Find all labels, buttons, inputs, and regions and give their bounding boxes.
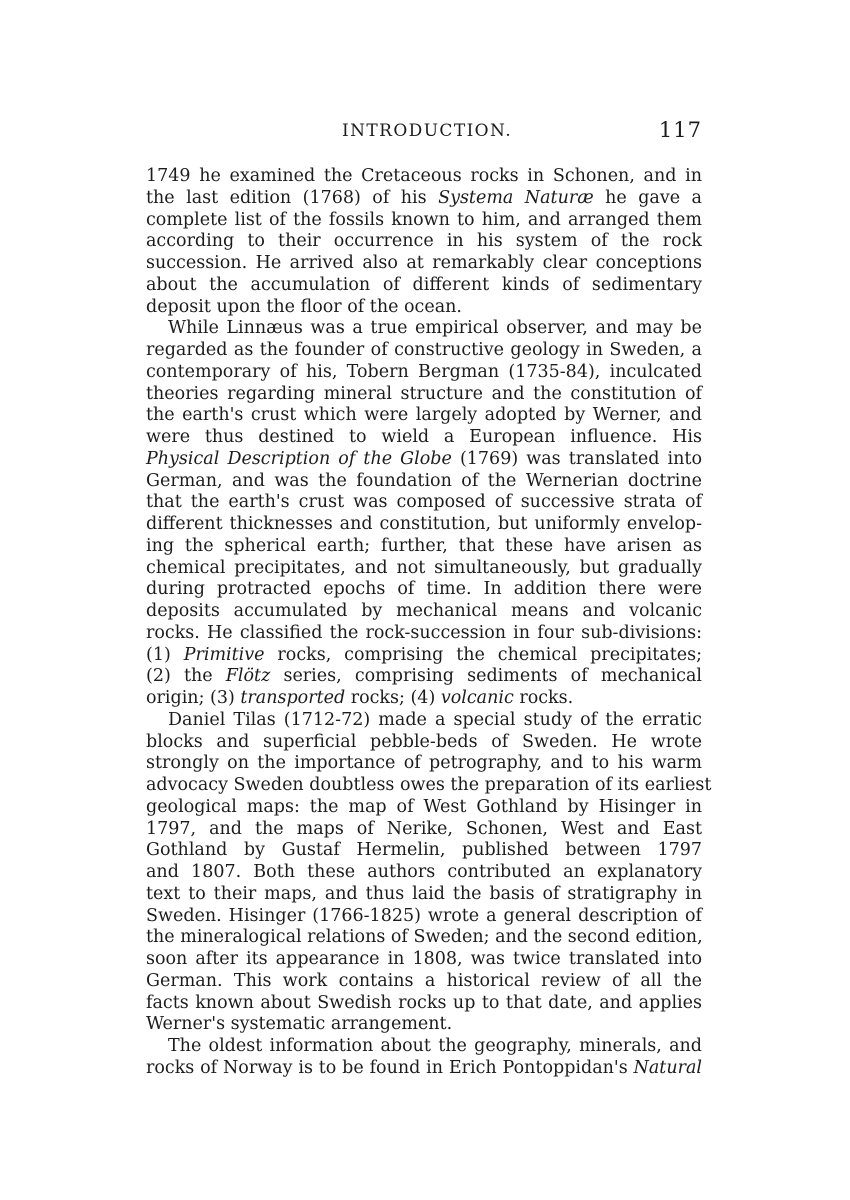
text-line: the earth's crust which were largely adopted by Werner, and	[146, 405, 702, 426]
text-line: strongly on the importance of petrography, and to his warm	[146, 753, 702, 774]
text-run: rocks, comprising the chemical precipitates;	[264, 644, 702, 665]
text-line: deposit upon the floor of the ocean.	[146, 296, 462, 317]
text-line: The oldest information about the geography, minerals, and	[168, 1036, 702, 1056]
text-line: the mineralogical relations of Sweden; and the second edition,	[146, 927, 703, 948]
paragraph	[146, 166, 702, 318]
text-line: according to their occurrence in his system of the rock	[146, 231, 702, 252]
text-line: geological maps: the map of West Gothland by Hisinger in	[146, 796, 702, 817]
text-line	[146, 188, 702, 210]
paragraph	[146, 709, 712, 1036]
text-line: facts known about Swedish rocks up to that date, and applies	[146, 992, 702, 1013]
italic-term: Primitive	[183, 644, 265, 665]
text-line: Daniel Tilas (1712-72) made a special study of the erratic	[168, 709, 702, 730]
text-line	[146, 1058, 702, 1080]
text-line: blocks and superficial pebble-beds of Sweden. He wrote	[146, 731, 702, 752]
text-line: theories regarding mineral structure and the constitution of	[146, 383, 702, 404]
paragraph	[146, 318, 702, 710]
page-number: 117	[658, 118, 702, 142]
text-line: during protracted epochs of time. In addition there were	[146, 579, 702, 600]
text-run: (1769) was translated into	[451, 448, 702, 469]
text-line: and 1807. Both these authors contributed an explanatory	[146, 862, 702, 882]
text-run: rocks.	[513, 688, 574, 708]
running-head	[146, 118, 702, 145]
text-run: origin; (3)	[146, 688, 241, 708]
text-run: rocks of Norway is to be found in Erich Pontoppidan's	[146, 1057, 634, 1078]
text-run: rocks; (4)	[345, 688, 441, 708]
running-title: INTRODUCTION.	[342, 121, 513, 141]
text-line: advocacy Sweden doubtless owes the preparation of its earliest	[146, 775, 712, 795]
text-line: 1797, and the maps of Nerike, Schonen, West and East	[146, 818, 702, 839]
text-line: were thus destined to wield a European influence. His	[146, 427, 702, 447]
text-line: complete list of the fossils known to him, and arranged them	[146, 209, 702, 230]
text-run: (2) the	[146, 666, 226, 687]
text-line: While Linnæus was a true empirical observer, and may be	[168, 318, 702, 339]
text-line: Gothland by Gustaf Hermelin, published between 1797	[146, 840, 702, 861]
text-line: chemical precipitates, and not simultaneously, but gradually	[146, 557, 702, 578]
italic-term: transported	[240, 688, 346, 708]
text-line: soon after its appearance in 1808, was twice translated into	[146, 949, 702, 969]
text-run: (1)	[146, 644, 184, 665]
text-line: Werner's systematic arrangement.	[146, 1014, 453, 1035]
text-line: different thicknesses and constitution, but uniformly envelop-	[146, 514, 702, 534]
text-line	[146, 449, 702, 471]
paragraph	[146, 1036, 702, 1080]
italic-title: Physical Description of the Globe	[146, 448, 452, 469]
text-line: deposits accumulated by mechanical means and volcanic	[146, 601, 702, 621]
text-line: regarded as the founder of constructive geology in Sweden, a	[146, 340, 702, 360]
text-line: ing the spherical earth; further, that these have arisen as	[146, 535, 702, 556]
italic-title: Systema Naturæ	[438, 187, 594, 208]
italic-title: Natural	[633, 1057, 702, 1078]
text-line: text to their maps, and thus laid the basis of stratigraphy in	[146, 883, 702, 904]
text-run: he gave a	[593, 187, 702, 208]
body-text	[146, 166, 712, 1080]
text-run: the last edition (1768) of his	[146, 187, 439, 208]
text-line: succession. He arrived also at remarkably clear conceptions	[146, 253, 702, 273]
text-line: contemporary of his, Tobern Bergman (1735-84), inculcated	[146, 361, 702, 382]
text-line	[146, 688, 702, 710]
text-line	[146, 666, 702, 688]
text-line: Sweden. Hisinger (1766-1825) wrote a general description of	[146, 905, 702, 926]
text-line: that the earth's crust was composed of successive strata of	[146, 492, 702, 513]
text-line: about the accumulation of different kinds of sedimentary	[146, 274, 702, 295]
text-line: rocks. He classified the rock-succession in four sub-divisions:	[146, 622, 702, 643]
text-run: series, comprising sediments of mechanical	[270, 666, 703, 687]
italic-term: Flötz	[225, 666, 271, 687]
italic-term: volcanic	[440, 688, 514, 708]
text-line: 1749 he examined the Cretaceous rocks in Schonen, and in	[146, 166, 702, 186]
text-line	[146, 645, 702, 667]
text-line: German. This work contains a historical review of all the	[146, 970, 702, 991]
text-line: German, and was the foundation of the Wernerian doctrine	[146, 470, 702, 491]
